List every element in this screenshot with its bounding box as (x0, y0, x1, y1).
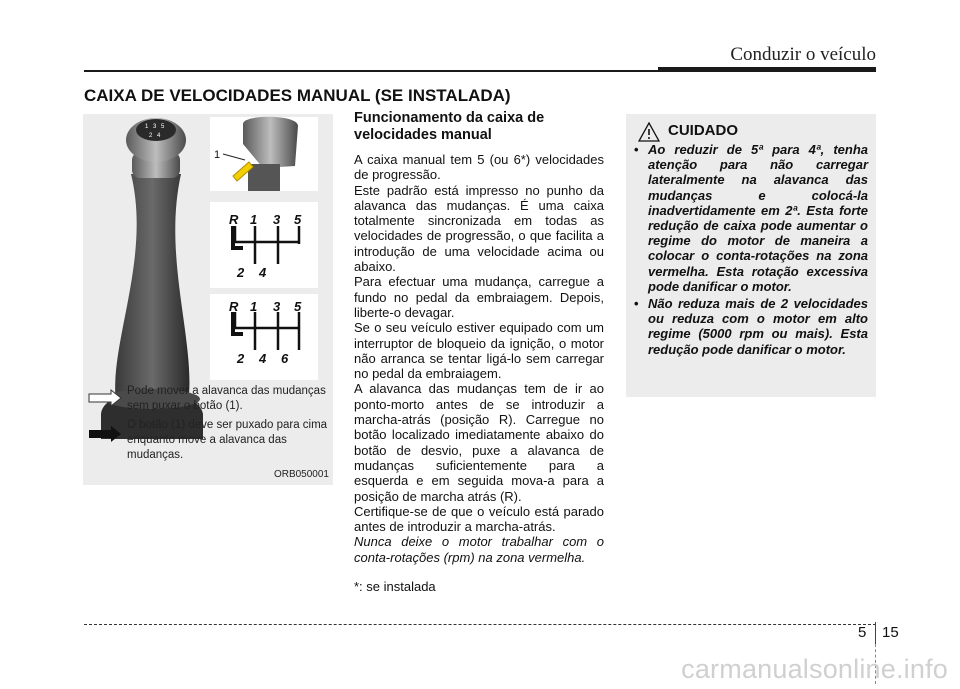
knob-mark: 1 (145, 124, 149, 130)
footnote: *: se instalada (354, 579, 436, 595)
pattern-6-label: 3 (273, 299, 281, 314)
section-title: CAIXA DE VELOCIDADES MANUAL (SE INSTALADA) (84, 86, 511, 105)
pattern-6-label: 6 (281, 351, 289, 366)
pattern-6-label: 5 (294, 299, 302, 314)
legend-text: O botão (1) deve ser puxado para cima enquanto move a alavanca das mudanças. (127, 419, 328, 461)
watermark: carmanualsonline.info (681, 654, 948, 684)
italic-note: Nunca deixe o motor trabalhar com o conta-rotações (rpm) na zona vermelha. (354, 534, 604, 565)
header-title: Conduzir o veículo (730, 44, 876, 65)
gear-shift-figure (83, 114, 333, 485)
paragraph: Este padrão está impresso no punho da alavanca das mudanças. É uma caixa totalmente sincronizada em todas as velocidades de progressão, o que facilita a introdução de uma velocidade acima ou abaixo. (354, 182, 604, 275)
figure-code: ORB050001 (273, 469, 329, 480)
paragraph: Se o seu veículo estiver equipado com um interruptor de bloqueio da ignição, o motor não arranca se tentar ligá-lo sem carregar no pedal da embraiagem. (354, 320, 604, 382)
caution-item: • Não reduza mais de 2 velocidades ou reduza com o motor em alto regime (5000 rpm ou mais). Esta redução pode danificar o motor. (634, 296, 868, 357)
paragraph: Certifique-se de que o veículo está parado antes de introduzir a marcha-atrás. (354, 503, 604, 535)
pattern-6-label: 1 (250, 299, 258, 314)
knob-mark: 3 (153, 124, 157, 130)
pattern-5-label: 5 (294, 212, 302, 227)
pattern-5-label: 4 (259, 265, 267, 280)
knob-mark: 2 (149, 133, 153, 139)
pattern-5-label: 3 (273, 212, 281, 227)
caution-item: • Ao reduzir de 5ª para 4ª, tenha atenção para não carregar lateralmente na alavanca das mudanças e colocá-la inadvertidamente em 2ª. Esta forte redução de caixa pode aumentar o regime do motor de maneira a colocar o conta-rotações na zona vermelha. Esta rotação excessiva pode danificar o motor. (634, 142, 868, 294)
pattern-6-label: R (229, 299, 239, 314)
pattern-6-label: 4 (259, 351, 267, 366)
chapter-number: 5 (858, 624, 867, 641)
knob-mark: 5 (161, 124, 165, 130)
legend-text: Pode mover a alavanca das mudanças sem puxar o botão (1). (127, 385, 326, 412)
main-column (354, 110, 604, 594)
knob-mark: 4 (157, 133, 161, 139)
pattern-5-label: R (229, 212, 239, 227)
page-separator (875, 622, 876, 644)
pattern-6-label: 2 (237, 351, 245, 366)
caution-box (626, 114, 876, 397)
caution-title: CUIDADO (668, 122, 738, 139)
pattern-6-frame (210, 294, 318, 380)
pattern-5-label: 1 (250, 212, 258, 227)
paragraph: A alavanca das mudanças tem de ir ao ponto-morto antes de se introduzir a marcha-atrás (posição R). Carregue no botão localizado imediatamente abaixo do botão de desvio, puxe a alavanca de mudanças suficientemente para a esquerda e em seguida mova-a para a posição de marcha atrás (R). (354, 381, 604, 504)
pattern-5-label: 2 (237, 265, 245, 280)
callout-label: 1 (214, 149, 221, 161)
warning-triangle-icon (638, 122, 660, 142)
paragraph: A caixa manual tem 5 (ou 6*) velocidades de progressão. (354, 152, 604, 183)
header-rule-accent (658, 67, 876, 72)
subsection-heading: Funcionamento da caixa de velocidades manual (354, 110, 545, 143)
page-number: 15 (882, 624, 899, 641)
caution-list (634, 142, 868, 359)
paragraph: Para efectuar uma mudança, carregue a fundo no pedal da embraiagem. Depois, liberte-o devagar. (354, 274, 604, 320)
footer-rule (84, 624, 876, 625)
